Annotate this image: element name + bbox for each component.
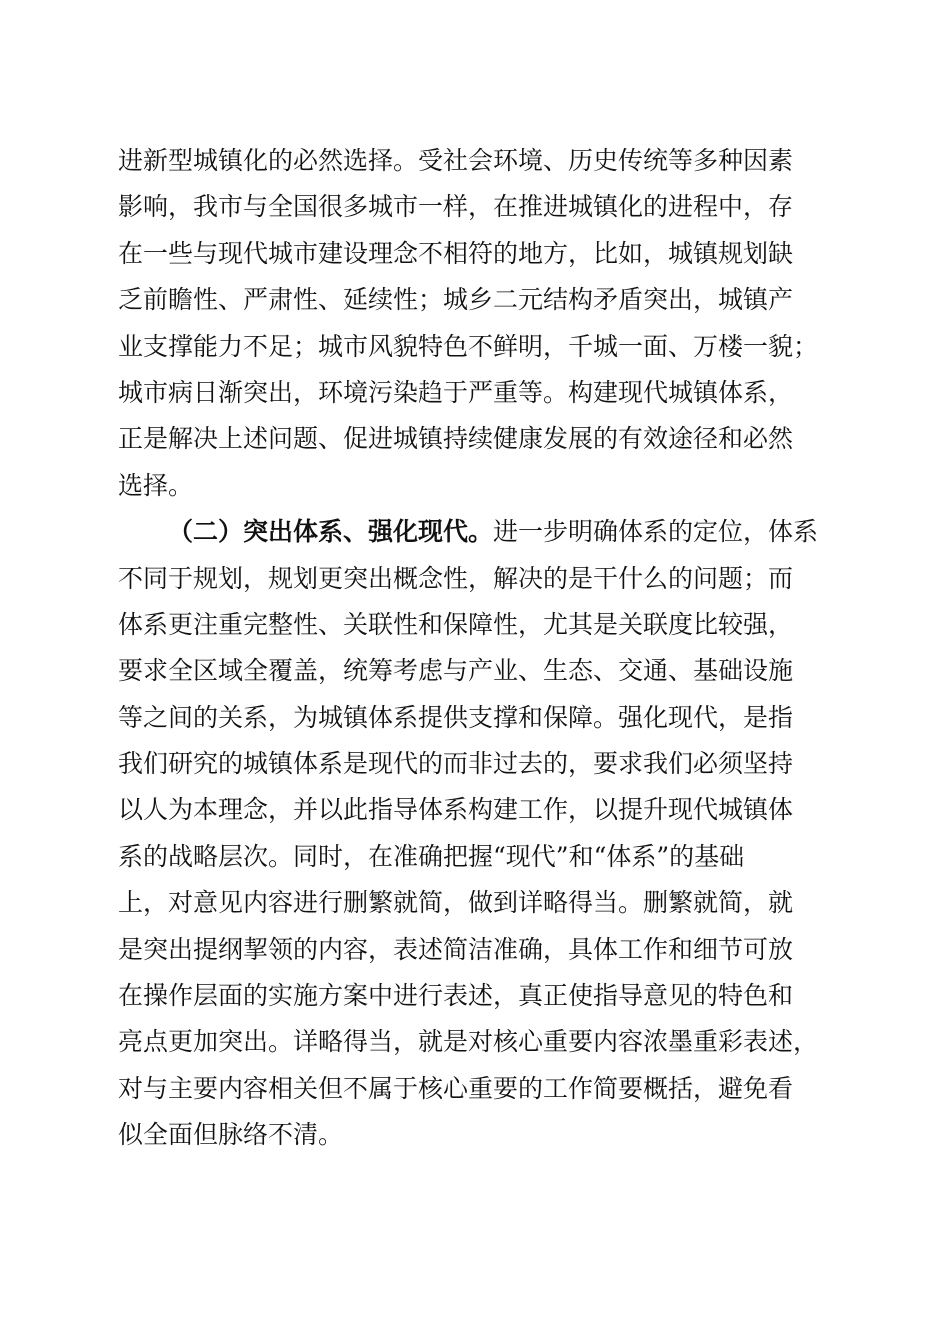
section-2-line-rest: 进一步明确体系的定位，体系 xyxy=(493,517,819,547)
text-line: 在一些与现代城市建设理念不相符的地方，比如，城镇规划缺 xyxy=(118,238,794,268)
text-line: 我们研究的城镇体系是现代的而非过去的，要求我们必须坚持 xyxy=(118,749,794,779)
text-line: 系的战略层次。同时，在准确把握“现代”和“体系”的基础 xyxy=(118,841,745,871)
text-line: 正是解决上述问题、促进城镇持续健康发展的有效途径和必然 xyxy=(118,424,794,454)
section-2-first-line xyxy=(118,509,858,555)
text-line: 上，对意见内容进行删繁就简，做到详略得当。删繁就简，就 xyxy=(118,888,794,918)
text-line: 似全面但脉络不清。 xyxy=(118,1120,344,1150)
text-line: 进新型城镇化的必然选择。受社会环境、历史传统等多种因素 xyxy=(118,146,794,175)
text-line: 体系更注重完整性、关联性和保障性，尤其是关联度比较强， xyxy=(118,609,794,639)
text-line: 在操作层面的实施方案中进行表述，真正使指导意见的特色和 xyxy=(118,981,794,1011)
text-line: 等之间的关系，为城镇体系提供支撑和保障。强化现代，是指 xyxy=(118,702,794,732)
text-line: 要求全区域全覆盖，统筹考虑与产业、生态、交通、基础设施 xyxy=(118,656,794,686)
text-line: 对与主要内容相关但不属于核心重要的工作简要概括，避免看 xyxy=(118,1073,794,1103)
text-line: 以人为本理念，并以此指导体系构建工作，以提升现代城镇体 xyxy=(118,795,794,825)
text-line: 城市病日渐突出，环境污染趋于严重等。构建现代城镇体系， xyxy=(118,377,794,407)
text-line: 是突出提纲挈领的内容，表述简洁准确，具体工作和细节可放 xyxy=(118,934,794,964)
text-line: 业支撑能力不足；城市风貌特色不鲜明，千城一面、万楼一貌； xyxy=(118,331,819,361)
document-body xyxy=(118,138,858,1159)
text-line: 选择。 xyxy=(118,470,194,500)
text-line: 不同于规划，规划更突出概念性，解决的是干什么的问题；而 xyxy=(118,563,794,593)
text-line: 乏前瞻性、严肃性、延续性；城乡二元结构矛盾突出，城镇产 xyxy=(118,285,794,315)
text-line: 亮点更加突出。详略得当，就是对核心重要内容浓墨重彩表述， xyxy=(118,1027,819,1057)
text-line: 影响，我市与全国很多城市一样，在推进城镇化的进程中，存 xyxy=(118,192,794,222)
section-2-heading: （二）突出体系、强化现代。 xyxy=(168,517,494,547)
